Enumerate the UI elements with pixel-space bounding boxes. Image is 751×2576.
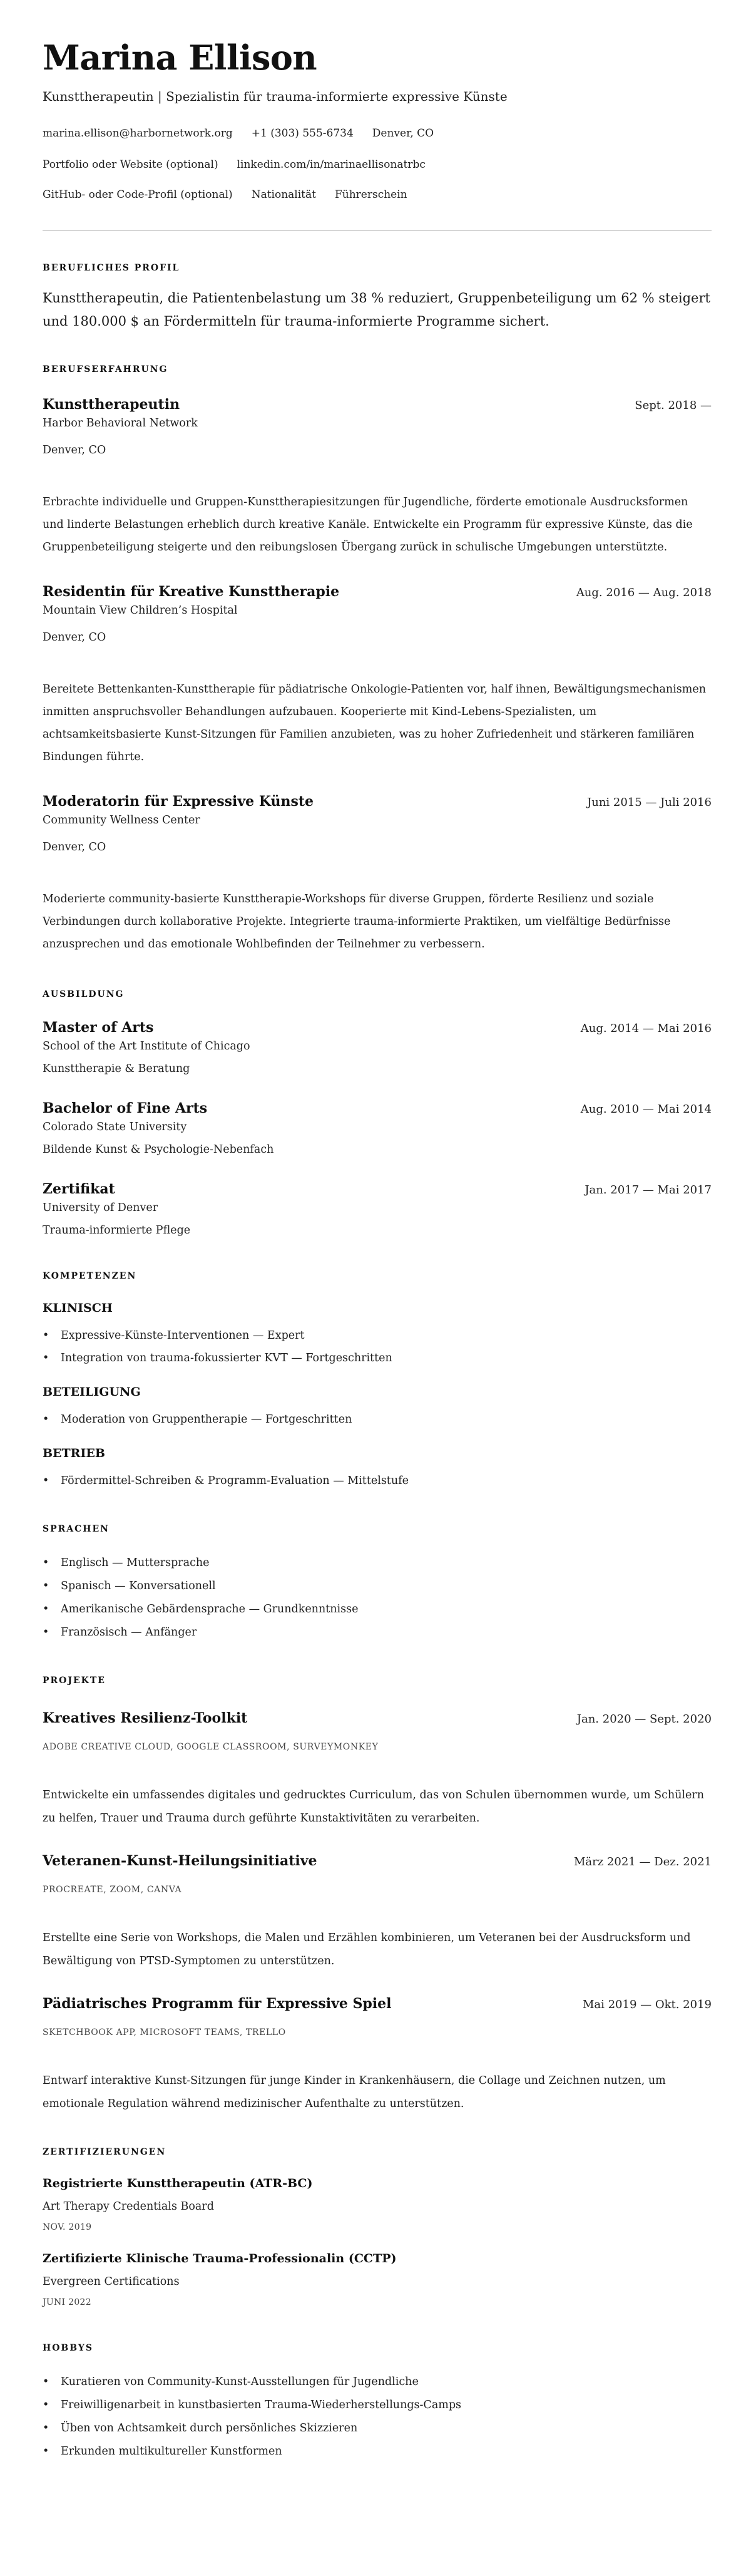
project-description: Erstellte eine Serie von Workshops, die Malen und Erzählen kombinieren, um Veteranen bei der Ausdrucksform und Bewältigung von PTSD-Symptomen zu unterstützen. [43, 1932, 691, 1967]
section-heading: BERUFLICHES PROFIL [43, 263, 180, 273]
degree: Master of Arts [43, 1019, 154, 1036]
job-description: Erbrachte individuelle und Gruppen-Kunsttherapiesitzungen für Jugendliche, förderte emotionale Ausdrucksformen und linderte Belastungen erheblich durch kreative Kanäle. Entwickelte ein Programm für expressive Künste, das die Gruppenbeteiligung steigerte und den reibungslosen Übergang zurück in schulische Umgebungen unterstützte. [43, 496, 693, 554]
project-header [43, 1852, 712, 1872]
job-dates: Sept. 2018 — [635, 399, 712, 412]
section-heading: HOBBYS [43, 2343, 93, 2353]
education-header [43, 1018, 712, 1038]
project-dates: Mai 2019 — Okt. 2019 [582, 1998, 712, 2011]
job-company: Community Wellness Center [43, 814, 200, 827]
project-title: Pädiatrisches Programm für Expressive Spiel [43, 1996, 392, 2012]
certification-issuer: Evergreen Certifications [43, 2275, 180, 2288]
header-divider [43, 230, 712, 231]
job-header [43, 582, 712, 602]
job-company: Mountain View Children’s Hospital [43, 604, 238, 617]
nationality: Nationalität [251, 188, 316, 201]
project-tech: ADOBE CREATIVE CLOUD, GOOGLE CLASSROOM, SURVEYMONKEY [43, 1742, 379, 1752]
certification-entry [43, 2175, 712, 2234]
candidate-title: Kunsttherapeutin | Spezialistin für trauma-informierte expressive Künste [43, 89, 508, 104]
hobby-item: • Freiwilligenarbeit in kunstbasierten Trauma-Wiederherstellungs-Camps [43, 2394, 712, 2417]
phone: +1 (303) 555-6734 [251, 127, 354, 140]
languages-section [43, 1523, 712, 1644]
job-title: Moderatorin für Expressive Künste [43, 793, 314, 810]
language-item: • Amerikanische Gebärdensprache — Grundkenntnisse [43, 1598, 712, 1621]
language-item: • Spanisch — Konversationell [43, 1575, 712, 1598]
certification-date: JUNI 2022 [43, 2297, 91, 2307]
job-location: Denver, CO [43, 444, 106, 456]
school: University of Denver [43, 1202, 158, 1214]
education-dates: Jan. 2017 — Mai 2017 [585, 1183, 712, 1197]
profile-summary: Kunsttherapeutin, die Patientenbelastung um 38 % reduziert, Gruppenbeteiligung um 62 % steigert und 180.000 $ an Fördermitteln für trauma-informierte Programme sichert. [43, 291, 710, 329]
field-of-study: Bildende Kunst & Psychologie-Nebenfach [43, 1143, 274, 1156]
skill-group-heading: BETEILIGUNG [43, 1385, 141, 1399]
projects-section [43, 1674, 712, 2116]
language-item: • Englisch — Muttersprache [43, 1552, 712, 1575]
field-of-study: Trauma-informierte Pflege [43, 1224, 191, 1237]
github-link[interactable]: GitHub- oder Code-Profil (optional) [43, 188, 233, 201]
certifications-section [43, 2146, 712, 2309]
education-header [43, 1099, 712, 1119]
education-entry [43, 1099, 712, 1158]
hobby-item: • Üben von Achtsamkeit durch persönliches Skizzieren [43, 2417, 712, 2440]
contact-row [43, 157, 712, 173]
degree: Bachelor of Fine Arts [43, 1100, 208, 1116]
job-description: Moderierte community-basierte Kunsttherapie-Workshops für diverse Gruppen, förderte Resilienz und soziale Verbindungen durch kollaborative Projekte. Integrierte trauma-informierte Praktiken, um vielfältige Bedürfnisse anzusprechen und das emotionale Wohlbefinden der Teilnehmer zu verbessern. [43, 893, 671, 951]
project-title: Kreatives Resilienz-Toolkit [43, 1710, 248, 1726]
skill-item: • Expressive-Künste-Interventionen — Expert [43, 1324, 712, 1347]
skill-item: • Fördermittel-Schreiben & Programm-Evaluation — Mittelstufe [43, 1470, 712, 1492]
contact-row [43, 187, 712, 203]
skill-group-heading: KLINISCH [43, 1301, 113, 1315]
skill-group-heading: BETRIEB [43, 1446, 105, 1460]
hobbies-section [43, 2342, 712, 2463]
contact-row [43, 125, 712, 142]
section-heading: KOMPETENZEN [43, 1271, 137, 1281]
education-dates: Aug. 2010 — Mai 2014 [580, 1103, 712, 1116]
skill-item: • Integration von trauma-fokussierter KVT — Fortgeschritten [43, 1347, 712, 1369]
email-link[interactable]: marina.ellison@harbornetwork.org [43, 127, 233, 140]
job-entry [43, 792, 712, 956]
skills-section [43, 1270, 712, 1492]
section-heading: SPRACHEN [43, 1524, 110, 1534]
project-header [43, 1709, 712, 1729]
skill-list [43, 1324, 712, 1369]
project-tech: PROCREATE, ZOOM, CANVA [43, 1885, 182, 1895]
job-location: Denver, CO [43, 841, 106, 853]
certification-title: Registrierte Kunsttherapeutin (ATR-BC) [43, 2177, 313, 2190]
language-item: • Französisch — Anfänger [43, 1621, 712, 1644]
job-dates: Aug. 2016 — Aug. 2018 [576, 586, 712, 599]
job-title: Residentin für Kreative Kunsttherapie [43, 584, 340, 600]
job-company: Harbor Behavioral Network [43, 417, 198, 430]
certification-date: NOV. 2019 [43, 2222, 92, 2232]
skill-list [43, 1470, 712, 1492]
portfolio-link[interactable]: Portfolio oder Website (optional) [43, 158, 218, 171]
project-header [43, 1994, 712, 2014]
experience-section [43, 363, 712, 956]
project-entry [43, 1994, 712, 2116]
certification-issuer: Art Therapy Credentials Board [43, 2200, 214, 2213]
certification-entry [43, 2250, 712, 2309]
job-header [43, 792, 712, 812]
section-heading: BERUFSERFAHRUNG [43, 364, 168, 374]
education-section [43, 988, 712, 1239]
project-title: Veteranen-Kunst-Heilungsinitiative [43, 1853, 317, 1869]
education-entry [43, 1180, 712, 1239]
project-entry [43, 1852, 712, 1973]
job-description: Bereitete Bettenkanten-Kunsttherapie für pädiatrische Onkologie-Patienten vor, half ihnen, Bewältigungsmechanismen inmitten anspruchsvoller Behandlungen aufzubauen. Kooperierte mit Kind-Lebens-Spezialisten, um achtsamkeitsbasierte Kunst-Sitzungen für Familien anzubieten, was zu hoher Zufriedenheit und stärkeren familiären Bindungen führte. [43, 683, 706, 763]
linkedin-link[interactable]: linkedin.com/in/marinaellisonatrbc [237, 158, 426, 171]
profile-section [43, 262, 712, 333]
candidate-name: Marina Ellison [43, 38, 317, 78]
job-title: Kunsttherapeutin [43, 396, 180, 413]
skill-item: • Moderation von Gruppentherapie — Fortgeschritten [43, 1408, 712, 1431]
project-dates: Jan. 2020 — Sept. 2020 [576, 1713, 712, 1726]
hobby-item: • Kuratieren von Community-Kunst-Ausstellungen für Jugendliche [43, 2371, 712, 2394]
school: School of the Art Institute of Chicago [43, 1040, 250, 1053]
education-entry [43, 1018, 712, 1077]
education-dates: Aug. 2014 — Mai 2016 [580, 1022, 712, 1035]
project-description: Entwickelte ein umfassendes digitales und gedrucktes Curriculum, das von Schulen übernommen wurde, um Schülern zu helfen, Trauer und Trauma durch geführte Kunstaktivitäten zu verarbeiten. [43, 1789, 705, 1825]
field-of-study: Kunsttherapie & Beratung [43, 1063, 190, 1075]
section-heading: AUSBILDUNG [43, 989, 125, 999]
drivers-license: Führerschein [334, 188, 407, 201]
job-location: Denver, CO [43, 631, 106, 644]
job-dates: Juni 2015 — Juli 2016 [587, 796, 712, 809]
job-entry [43, 582, 712, 768]
resume-header [43, 38, 712, 203]
project-dates: März 2021 — Dez. 2021 [573, 1855, 712, 1868]
project-description: Entwarf interaktive Kunst-Sitzungen für junge Kinder in Krankenhäusern, die Collage und Zeichnen nutzen, um emotionale Regulation während medizinischer Aufenthalte zu unterstützen. [43, 2074, 666, 2110]
job-header [43, 395, 712, 415]
skill-list [43, 1408, 712, 1431]
certification-title: Zertifizierte Klinische Trauma-Professionalin (CCTP) [43, 2252, 397, 2265]
degree: Zertifikat [43, 1181, 115, 1197]
location: Denver, CO [372, 127, 434, 140]
project-entry [43, 1709, 712, 1830]
job-entry [43, 395, 712, 559]
section-heading: PROJEKTE [43, 1676, 106, 1686]
section-heading: ZERTIFIZIERUNGEN [43, 2147, 166, 2157]
project-tech: SKETCHBOOK APP, MICROSOFT TEAMS, TRELLO [43, 2027, 286, 2038]
school: Colorado State University [43, 1121, 187, 1133]
education-header [43, 1180, 712, 1200]
hobby-item: • Erkunden multikultureller Kunstformen [43, 2440, 712, 2463]
